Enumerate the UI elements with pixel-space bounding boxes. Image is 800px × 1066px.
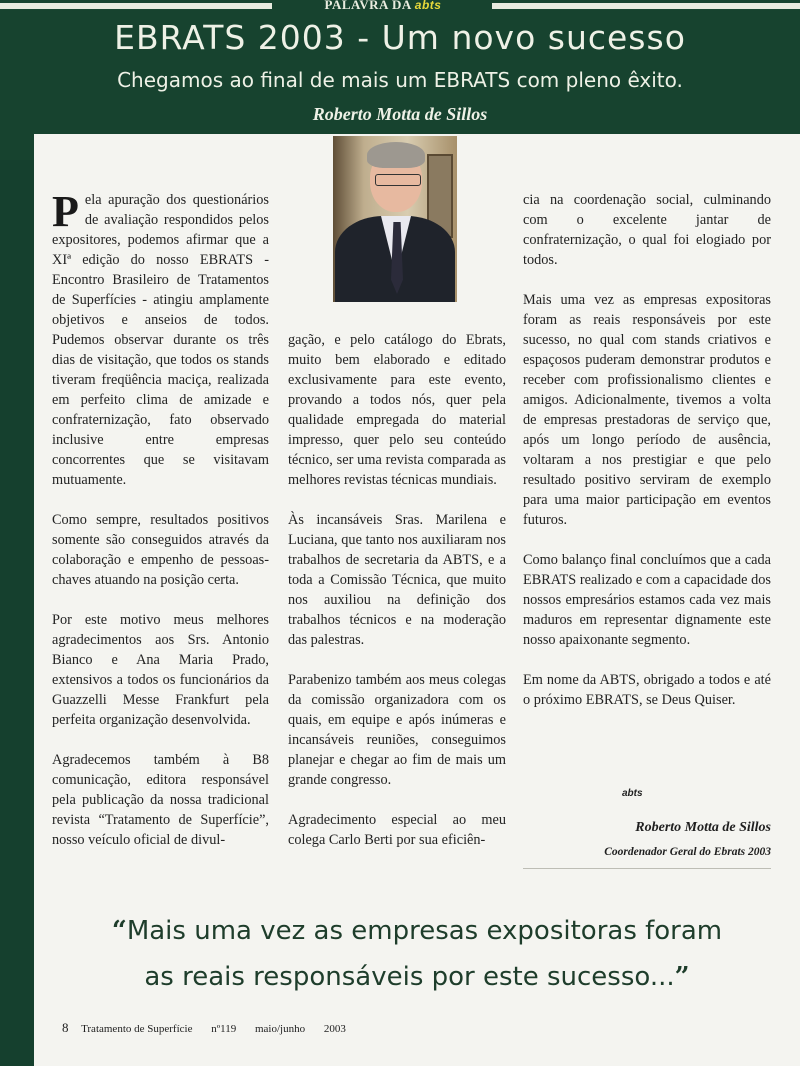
article-column-3: [523, 190, 771, 730]
section-rule-left: [0, 3, 272, 9]
paragraph: Mais uma vez as empresas expositoras foram as reais responsáveis por este sucesso, no qual com stands criativos e espaçosos puderam demonstrar produtos e receber com profissionalismo clientes e amigos. Adicionalmente, tivemos a volta de empresas prestadoras de serviço que, após um longo período de ausência, voltaram a nos prestigiar e que pelo resultado positivo serviram de exemplo para uma maior participação em eventos futuros.: [523, 292, 771, 528]
close-quote-icon: ”: [674, 962, 690, 992]
photo-glasses: [375, 174, 421, 186]
paragraph: Como sempre, resultados positivos somente são conseguidos através da colaboração e empenho de pessoas-chaves atuando na posição certa.: [52, 512, 269, 588]
signature-mark-icon: abts: [622, 788, 643, 799]
author-byline: Roberto Motta de Sillos: [312, 104, 488, 124]
page-title: EBRATS 2003 - Um novo sucesso: [114, 18, 686, 57]
abts-logo-icon: abts: [414, 0, 442, 12]
paragraph: Agradecimento especial ao meu colega Carlo Berti por sua eficiên-: [288, 812, 506, 848]
portrait-photo-icon: [333, 136, 457, 302]
pull-quote-line-1: “Mais uma vez as empresas expositoras foram: [111, 916, 723, 946]
photo-hair: [367, 142, 425, 168]
pull-quote-line-2: as reais responsáveis por este sucesso...”: [144, 962, 690, 992]
section-rule-right: [492, 3, 800, 9]
drop-cap: P: [52, 187, 79, 236]
paragraph: cia na coordenação social, culminando com o excelente jantar de confraternização, o qual foi elogiado por todos.: [523, 192, 771, 268]
signoff-role: Coordenador Geral do Ebrats 2003: [604, 846, 771, 858]
footer-months: maio/junho: [254, 1023, 306, 1035]
footer-issue: nº119: [211, 1023, 237, 1035]
footer-year: 2003: [323, 1023, 346, 1035]
signoff-name: Roberto Motta de Sillos: [635, 820, 771, 835]
section-label-text: PALAVRA DA: [324, 0, 412, 12]
section-bar: [0, 0, 800, 14]
paragraph: gação, e pelo catálogo do Ebrats, muito bem elaborado e editado exclusivamente para este evento, provando a todos nós, quer pela qualidade empregada do material impresso, quer pelo seu conteúdo técnico, ser uma revista comparada as melhores revistas técnicas mundiais.: [288, 332, 506, 488]
article-column-2: [288, 330, 506, 870]
page-subtitle: Chegamos ao final de mais um EBRATS com pleno êxito.: [117, 68, 683, 92]
pull-quote: [34, 908, 800, 1000]
paragraph: Por este motivo meus melhores agradecimentos aos Srs. Antonio Bianco e Ana Maria Prado, extensivos a todos os funcionários da Guazzelli Messe Frankfurt pela perfeita organização desenvolvida.: [52, 612, 269, 728]
paragraph: Como balanço final concluímos que a cada EBRATS realizado e com a capacidade dos nossos empresários estamos cada vez mais maduros em representar dignamente este nosso apaixonante segmento.: [523, 552, 771, 648]
footer-magazine: Tratamento de Superfície: [81, 1023, 193, 1035]
paragraph: Em nome da ABTS, obrigado a todos e até o próximo EBRATS, se Deus Quiser.: [523, 672, 771, 708]
paragraph: Às incansáveis Sras. Marilena e Luciana, que tanto nos auxiliaram nos trabalhos de secretaria da ABTS, e a toda a Comissão Técnica, que muito nos auxiliou na definição dos trabalhos técnicos e na moderação das palestras.: [288, 512, 506, 648]
section-label: [278, 0, 488, 13]
page-footer: [62, 1020, 362, 1036]
page-number: 8: [62, 1020, 69, 1035]
signoff-divider: [523, 868, 771, 869]
paragraph: Pela apuração dos questionários de avaliação respondidos pelos expositores, podemos afirmar que a XIª edição do nosso EBRATS - Encontro Brasileiro de Tratamentos de Superfícies - atingiu amplamente objetivos e anseios de todos. Pudemos observar durante os três dias de visitação, que todos os stands tiveram freqüência maciça, realizada em perfeito clima de amizade e confraternização, fato observado inclusive entre empresas concorrentes que se visitavam mutuamente.: [52, 187, 269, 488]
open-quote-icon: “: [111, 916, 127, 946]
paragraph: Agradecemos também à B8 comunicação, editora responsável pela publicação da nossa tradicional revista “Tratamento de Superfície”, nosso veículo oficial de divul-: [52, 752, 269, 848]
paragraph: Parabenizo também aos meus colegas da comissão organizadora com os quais, em equipe e após inúmeras e incansáveis reuniões, conseguimos planejar e chegar ao fim de mais um grande congresso.: [288, 672, 506, 788]
article-column-1: [52, 187, 269, 870]
